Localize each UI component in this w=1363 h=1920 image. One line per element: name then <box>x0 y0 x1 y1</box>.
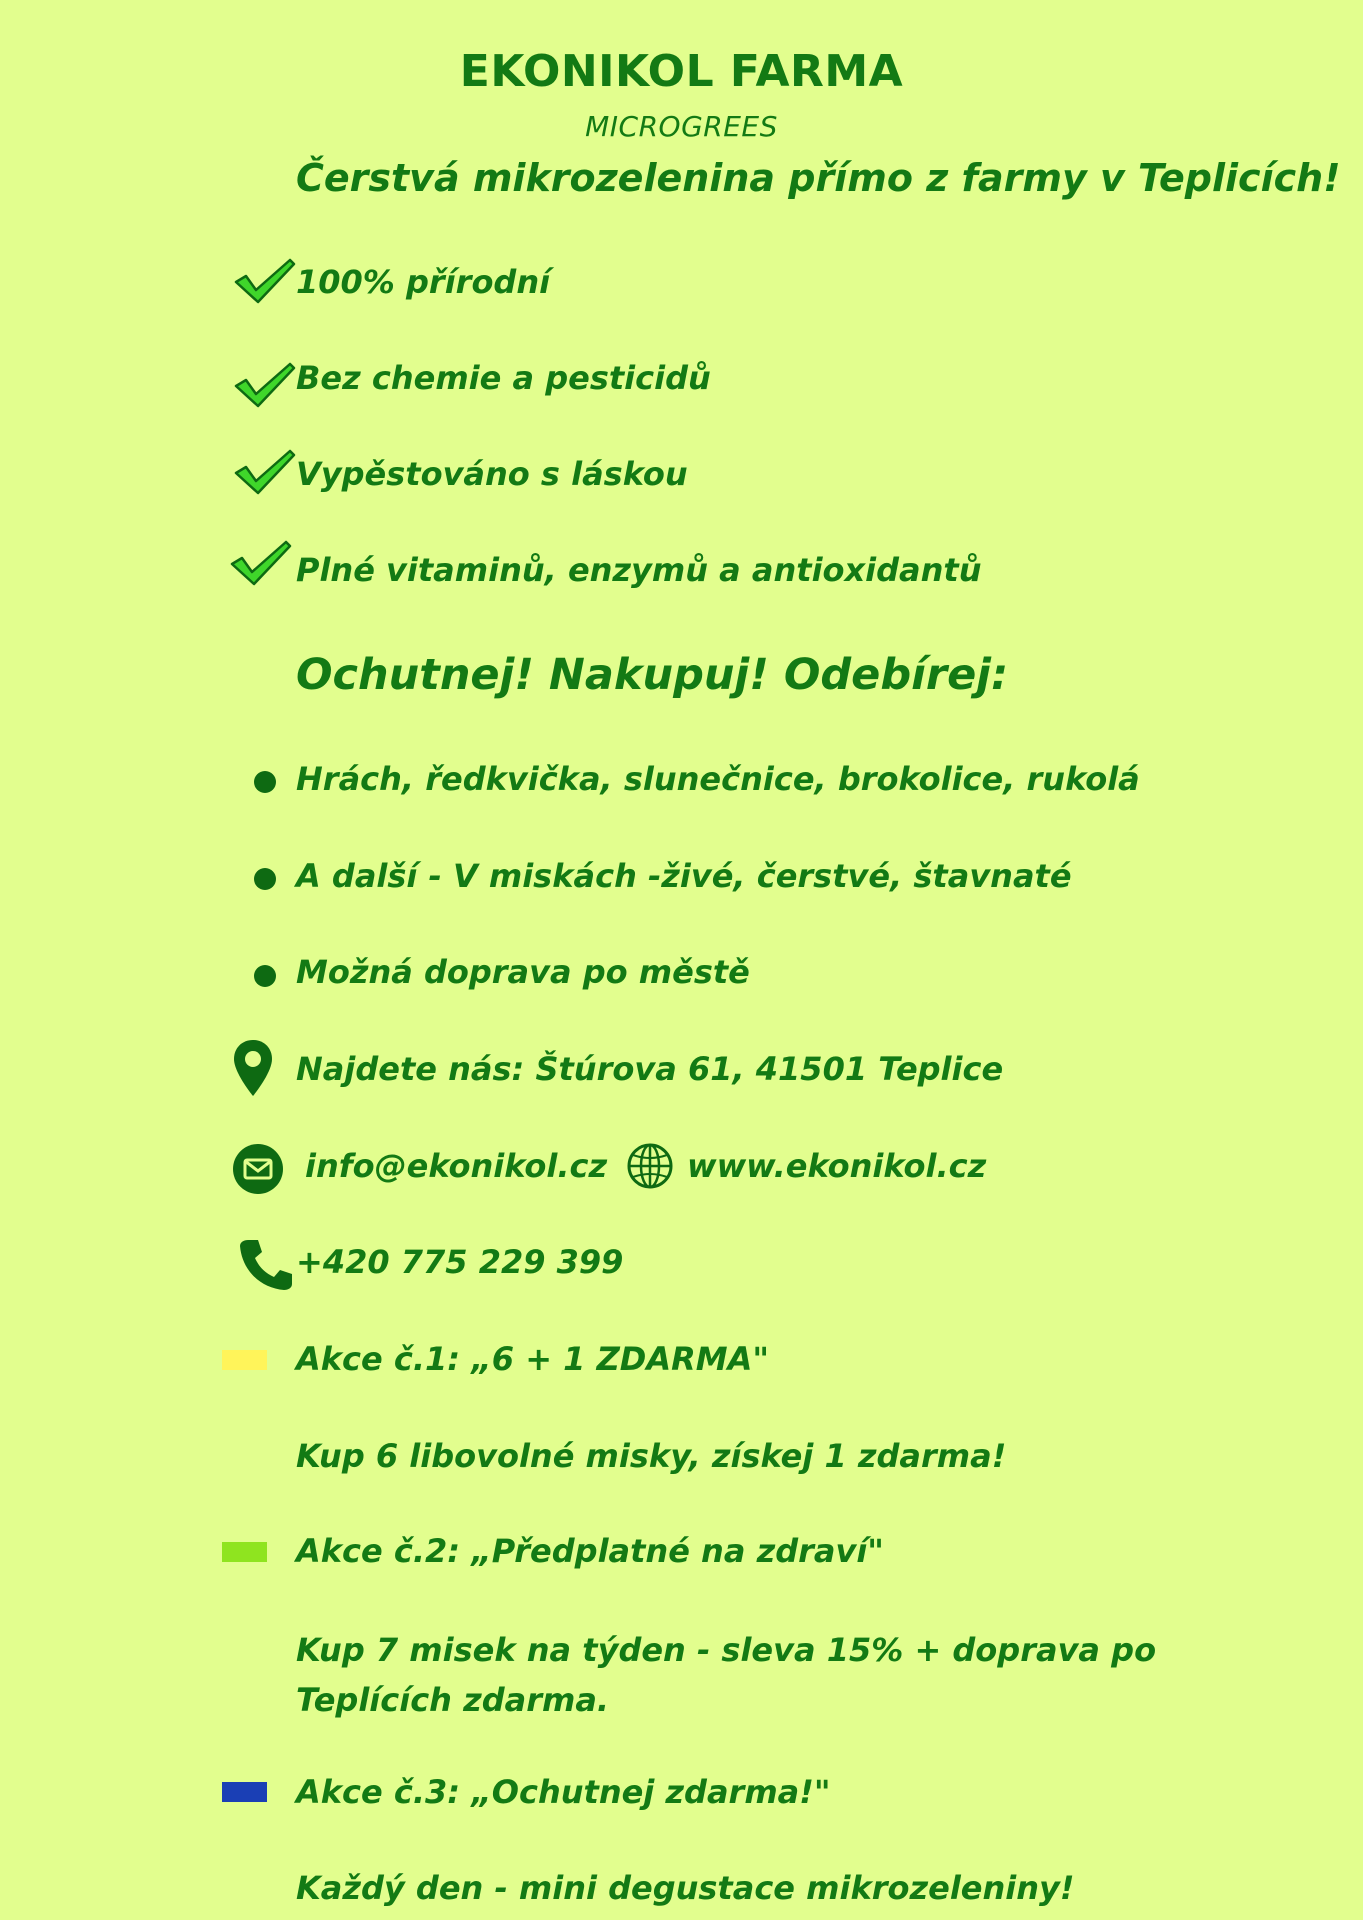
bullet-dot <box>254 868 276 890</box>
tagline: Čerstvá mikrozelenina přímo z farmy v Teplicích! <box>296 156 1341 200</box>
benefit-item: Bez chemie a pesticidů <box>296 359 711 397</box>
offer-item: A další - V miskách -živé, čerstvé, štavnaté <box>296 857 1072 895</box>
call-to-action: Ochutnej! Nakupuj! Odebírej: <box>296 650 1009 700</box>
promo-color-marker <box>222 1782 267 1802</box>
benefit-item: Vypěstováno s láskou <box>296 455 688 493</box>
promo-title: Akce č.2: „Předplatné na zdraví" <box>296 1532 884 1570</box>
check-icon <box>232 256 296 306</box>
offer-item: Možná doprava po městě <box>296 953 750 991</box>
promo-color-marker <box>222 1542 267 1562</box>
bullet-dot <box>254 771 276 793</box>
website-link[interactable]: www.ekonikol.cz <box>687 1147 987 1185</box>
mail-icon <box>232 1143 284 1195</box>
phone-number[interactable]: +420 775 229 399 <box>296 1243 624 1281</box>
phone-icon <box>238 1236 294 1292</box>
promo-description: Kup 7 misek na týden - sleva 15% + doprava po Teplících zdarma. <box>296 1631 1157 1719</box>
benefit-item: 100% přírodní <box>296 263 551 301</box>
globe-icon <box>627 1143 673 1189</box>
farm-name-title: EKONIKOL FARMA <box>459 46 904 97</box>
promo-title: Akce č.3: „Ochutnej zdarma!" <box>296 1773 831 1811</box>
promo-color-marker <box>222 1350 267 1370</box>
benefit-item: Plné vitaminů, enzymů a antioxidantů <box>296 551 982 589</box>
location-pin-icon <box>232 1038 274 1098</box>
promo-title: Akce č.1: „6 + 1 ZDARMA" <box>296 1340 770 1378</box>
check-icon <box>228 538 292 588</box>
farm-subtitle: MICROGREES <box>585 110 778 143</box>
address-text: Najdete nás: Štúrova 61, 41501 Teplice <box>296 1050 1004 1088</box>
check-icon <box>232 360 296 410</box>
promo-description: Každý den - mini degustace mikrozeleniny! <box>296 1869 1075 1907</box>
offer-item: Hrách, ředkvička, slunečnice, brokolice, rukolá <box>296 760 1140 798</box>
email-link[interactable]: info@ekonikol.cz <box>305 1147 608 1185</box>
promo-description: Kup 6 libovolné misky, získej 1 zdarma! <box>296 1437 1007 1475</box>
check-icon <box>232 447 296 497</box>
bullet-dot <box>254 965 276 987</box>
